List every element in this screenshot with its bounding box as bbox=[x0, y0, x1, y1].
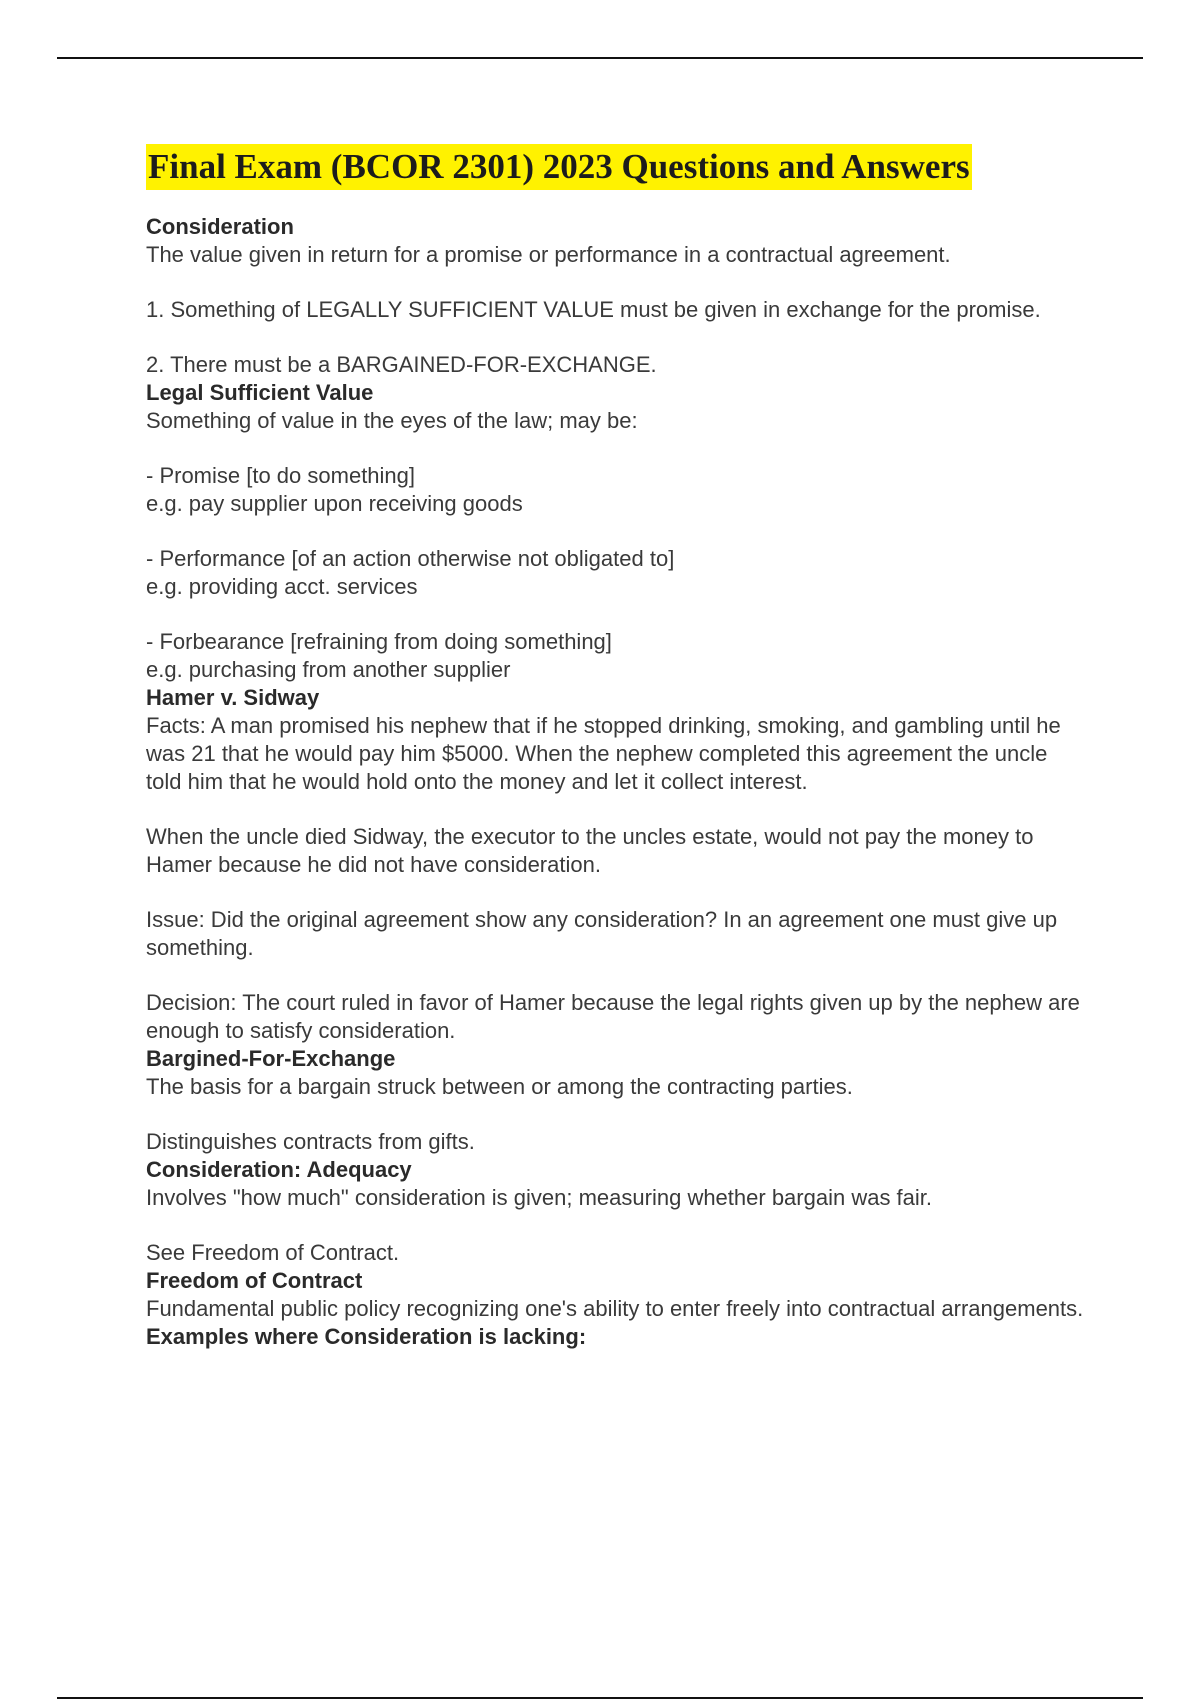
requirement-1: 1. Something of LEGALLY SUFFICIENT VALUE must be given in exchange for the promise. bbox=[146, 297, 1041, 322]
case-facts: Facts: A man promised his nephew that if he stopped drinking, smoking, and gambling until he was 21 that he would pay him $5000. When the nephew completed this agreement the uncle told him that he would hold onto the money and let it collect interest. bbox=[146, 713, 1061, 794]
section-heading: Freedom of Contract bbox=[146, 1268, 363, 1293]
list-item-performance: - Performance [of an action otherwise not obligated to] bbox=[146, 546, 675, 571]
top-rule bbox=[57, 57, 1143, 59]
definition-text: Something of value in the eyes of the law; may be: bbox=[146, 408, 638, 433]
document-title: Final Exam (BCOR 2301) 2023 Questions and Answers bbox=[146, 144, 972, 190]
bottom-rule bbox=[57, 1697, 1143, 1699]
case-issue: Issue: Did the original agreement show any consideration? In an agreement one must give up something. bbox=[146, 907, 1058, 960]
list-item-forbearance: - Forbearance [refraining from doing something] bbox=[146, 629, 612, 654]
section-consideration-adequacy bbox=[146, 1156, 1086, 1267]
section-bargained-for-exchange bbox=[146, 1045, 1086, 1156]
definition-text: The value given in return for a promise or performance in a contractual agreement. bbox=[146, 242, 951, 267]
note-text: Distinguishes contracts from gifts. bbox=[146, 1129, 475, 1154]
section-heading: Consideration bbox=[146, 214, 294, 239]
requirement-2: 2. There must be a BARGAINED-FOR-EXCHANGE. bbox=[146, 352, 657, 377]
page-content bbox=[146, 144, 1086, 1351]
list-item-promise: - Promise [to do something] bbox=[146, 463, 416, 488]
case-facts-continued: When the uncle died Sidway, the executor to the uncles estate, would not pay the money to Hamer because he did not have consideration. bbox=[146, 824, 1034, 877]
section-heading: Hamer v. Sidway bbox=[146, 685, 320, 710]
section-heading: Examples where Consideration is lacking: bbox=[146, 1324, 587, 1349]
definition-text: Involves "how much" consideration is given; measuring whether bargain was fair. bbox=[146, 1185, 933, 1210]
definition-text: Fundamental public policy recognizing one's ability to enter freely into contractual arrangements. bbox=[146, 1296, 1084, 1321]
example-forbearance: e.g. purchasing from another supplier bbox=[146, 657, 511, 682]
section-hamer-v-sidway bbox=[146, 684, 1086, 1045]
section-consideration bbox=[146, 213, 1086, 379]
section-examples-lacking-consideration bbox=[146, 1323, 1086, 1351]
case-decision: Decision: The court ruled in favor of Hamer because the legal rights given up by the nephew are enough to satisfy consideration. bbox=[146, 990, 1080, 1043]
section-heading: Consideration: Adequacy bbox=[146, 1157, 412, 1182]
section-legal-sufficient-value bbox=[146, 379, 1086, 684]
definition-text: The basis for a bargain struck between or among the contracting parties. bbox=[146, 1074, 853, 1099]
title-wrap bbox=[146, 144, 1086, 190]
section-freedom-of-contract bbox=[146, 1267, 1086, 1323]
example-promise: e.g. pay supplier upon receiving goods bbox=[146, 491, 523, 516]
section-heading: Legal Sufficient Value bbox=[146, 380, 374, 405]
section-heading: Bargined-For-Exchange bbox=[146, 1046, 396, 1071]
note-text: See Freedom of Contract. bbox=[146, 1240, 400, 1265]
example-performance: e.g. providing acct. services bbox=[146, 574, 418, 599]
